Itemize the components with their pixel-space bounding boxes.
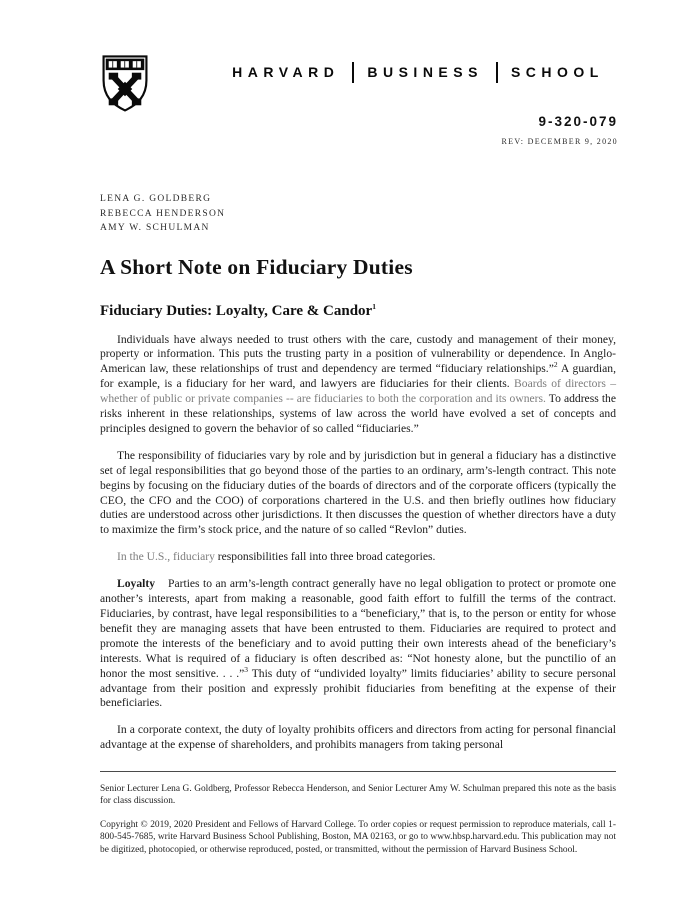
footnote-divider bbox=[100, 771, 616, 772]
paragraph-text: Individuals have always needed to trust others with the care, custody and management of their money, property or information. This puts the trusting party in a position of vulnerability or dependence. In Anglo-American law, these relationships of trust and dependency are termed “fiduciary relationships.” bbox=[100, 332, 616, 376]
paragraph-text: The responsibility of fiduciaries vary by role and by jurisdiction but in general a fiduciary has a distinctive set of legal responsibilities that go beyond those of the parties to an ordinary, arm’s-length contract. This note begins by focusing on the fiduciary duties of the boards of directors and of the corporate officers (typically the CEO, the CFO and the COO) of corporations chartered in the U.S. and then briefly outlines how fiduciary duties are understood across other jurisdictions. It then discusses the question of whether directors have a duty to maximize the firm’s stock price, and the nature of so called “Revlon” duties. bbox=[100, 448, 616, 537]
footnote-ref-2: 2 bbox=[553, 360, 558, 370]
paragraph-1 bbox=[100, 333, 616, 437]
brand-wordmark bbox=[212, 60, 624, 84]
paragraph-text-gray: In the U.S., fiduciary bbox=[117, 550, 218, 564]
paragraph-text: In a corporate context, the duty of loyalty prohibits officers and directors from acting for personal financial advantage at the expense of shareholders, and prohibits managers from taking personal bbox=[100, 723, 616, 752]
brand-word-harvard: HARVARD bbox=[232, 64, 340, 80]
footnote-section bbox=[100, 771, 616, 856]
brand-word-school: SCHOOL bbox=[510, 64, 604, 80]
paragraph-text-gray: Boards of directors – whether of public or private companies -- are fiduciaries to both the corporation and its owners. bbox=[100, 377, 616, 406]
section-heading-text: Fiduciary Duties: Loyalty, Care & Candor bbox=[100, 302, 373, 319]
brand-divider bbox=[352, 62, 354, 83]
paragraph-text: Parties to an arm’s-length contract generally have no legal obligation to protect or promote one another’s interests, apart from making a reasonable, good faith effort to fulfill the terms of the contract. Fiduciaries, by contrast, have legal responsibilities to a “beneficiary,” that is, to the person or entity for whose benefit they are managing assets that have been entrusted to them. Fiduciaries are required to protect and promote the interests of the beneficiary and to avoid putting their own interests ahead of the beneficiary’s interests. What is required of a fiduciary is often described as: “Not honesty alone, but the punctilio of an honor the most sensitive. . . .” bbox=[100, 577, 616, 680]
paragraph-5 bbox=[100, 723, 616, 753]
copyright-notice: Copyright © 2019, 2020 President and Fellows of Harvard College. To order copies or request permission to reproduce materials, call 1-800-545-7685, write Harvard Business School Publishing, Boston, MA 02163, or go to www.hbsp.harvard.edu. This publication may not be digitized, photocopied, or otherwise reproduced, posted, or transmitted, without the permission of Harvard Business School. bbox=[100, 819, 616, 855]
brand-word-business: BUSINESS bbox=[367, 64, 483, 80]
author-name: REBECCA HENDERSON bbox=[100, 208, 226, 219]
section-heading bbox=[100, 303, 616, 320]
author-name: AMY W. SCHULMAN bbox=[100, 223, 210, 233]
author-block bbox=[100, 192, 616, 236]
paragraph-loyalty bbox=[100, 577, 616, 711]
revision-date: REV: DECEMBER 9, 2020 bbox=[501, 137, 618, 146]
paragraph-text: To address the risks inherent in these relationships, systems of law across the world have evolved a set of concepts and principles designed to govern the behavior of so called “fiduciaries.” bbox=[100, 392, 616, 435]
author-name: LENA G. GOLDBERG bbox=[100, 194, 212, 204]
paragraph-2 bbox=[100, 449, 616, 538]
paragraph-text: responsibilities fall into three broad categories. bbox=[217, 550, 436, 564]
footnote-ref-1: 1 bbox=[372, 301, 376, 311]
paragraph-3 bbox=[100, 550, 616, 565]
footnote-ref-3: 3 bbox=[244, 664, 249, 674]
body-column bbox=[100, 192, 616, 753]
page-title: A Short Note on Fiduciary Duties bbox=[100, 254, 413, 279]
brand-divider bbox=[496, 62, 498, 83]
paragraph-text: This duty of “undivided loyalty” limits fiduciaries’ ability to secure personal advantage from their position and expressly prohibit fiduciaries from benefiting at the expense of their beneficiaries. bbox=[100, 666, 616, 710]
attribution-footnote: Senior Lecturer Lena G. Goldberg, Professor Rebecca Henderson, and Senior Lecturer Amy W. Schulman prepared this note as the basis for class discussion. bbox=[100, 784, 616, 807]
document-number: 9-320-079 bbox=[538, 114, 618, 129]
hbs-shield-icon bbox=[99, 53, 151, 113]
paragraph-text: A guardian, for example, is a fiduciary for her ward, and lawyers are fiduciaries for their clients. bbox=[100, 362, 616, 391]
loyalty-run-in-heading: Loyalty bbox=[117, 577, 156, 591]
